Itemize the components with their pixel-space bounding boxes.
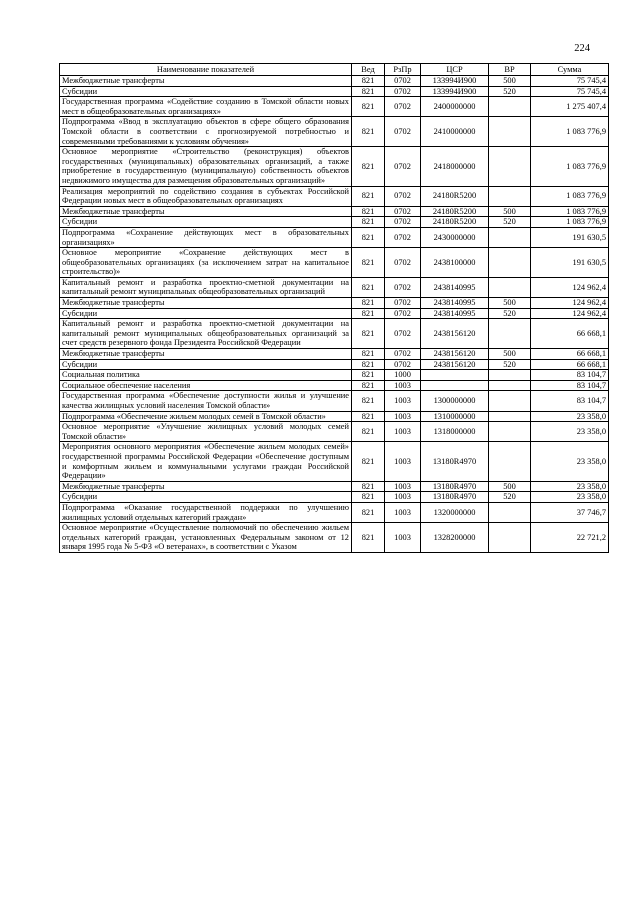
row-rzpr-cell: 0702 [385,359,421,370]
row-rzpr-cell: 0702 [385,86,421,97]
table-row [60,481,609,492]
row-csr-cell: 2438156120 [421,319,489,349]
row-vr-cell [489,370,531,381]
row-sum-cell: 75 745,4 [531,86,609,97]
row-ved-cell: 821 [352,298,385,309]
row-rzpr-cell: 1003 [385,380,421,391]
row-name-cell: Подпрограмма «Оказание государственной поддержки по улучшению жилищных условий отдельных категорий граждан» [60,502,352,522]
row-ved-cell: 821 [352,422,385,442]
row-csr-cell: 2418000000 [421,147,489,186]
row-sum-cell: 1 083 776,9 [531,147,609,186]
row-name-cell: Государственная программа «Содействие созданию в Томской области новых мест в общеобразовательных организациях» [60,97,352,117]
row-csr-cell: 2438156120 [421,349,489,360]
row-sum-cell: 1 083 776,9 [531,206,609,217]
row-sum-cell: 124 962,4 [531,308,609,319]
row-name-cell: Субсидии [60,217,352,228]
row-csr-cell: 1310000000 [421,411,489,422]
row-vr-cell [489,422,531,442]
row-sum-cell: 66 668,1 [531,359,609,370]
row-ved-cell: 821 [352,523,385,553]
row-rzpr-cell: 1000 [385,370,421,381]
row-rzpr-cell: 0702 [385,277,421,297]
row-ved-cell: 821 [352,217,385,228]
row-name-cell: Подпрограмма «Ввод в эксплуатацию объектов в сфере общего образования Томской области в соответствии с прогнозируемой потребностью и современными требованиями к условиям обучения» [60,117,352,147]
row-name-cell: Субсидии [60,308,352,319]
row-name-cell: Подпрограмма «Обеспечение жильем молодых семей в Томской области» [60,411,352,422]
row-name-cell: Межбюджетные трансферты [60,298,352,309]
row-csr-cell: 1328200000 [421,523,489,553]
row-name-cell: Основное мероприятие «Улучшение жилищных условий молодых семей Томской области» [60,422,352,442]
row-ved-cell: 821 [352,359,385,370]
row-sum-cell: 75 745,4 [531,76,609,87]
row-vr-cell [489,380,531,391]
row-ved-cell: 821 [352,277,385,297]
row-vr-cell [489,227,531,247]
row-vr-cell [489,147,531,186]
table-row [60,277,609,297]
row-sum-cell: 1 275 407,4 [531,97,609,117]
row-vr-cell: 520 [489,217,531,228]
row-csr-cell: 24180R5200 [421,186,489,206]
row-csr-cell: 2400000000 [421,97,489,117]
row-vr-cell [489,117,531,147]
row-rzpr-cell: 0702 [385,248,421,278]
row-sum-cell: 1 083 776,9 [531,217,609,228]
row-csr-cell: 13180R4970 [421,442,489,481]
row-ved-cell: 821 [352,442,385,481]
row-sum-cell: 23 358,0 [531,422,609,442]
row-rzpr-cell: 1003 [385,391,421,411]
table-row [60,359,609,370]
row-sum-cell: 23 358,0 [531,492,609,503]
row-csr-cell: 133994И900 [421,76,489,87]
table-row [60,217,609,228]
row-rzpr-cell: 1003 [385,523,421,553]
row-rzpr-cell: 1003 [385,411,421,422]
table-row [60,298,609,309]
table-row [60,117,609,147]
header-name: Наименование показателей [60,64,352,76]
header-vr: ВР [489,64,531,76]
row-vr-cell [489,97,531,117]
table-row [60,411,609,422]
row-rzpr-cell: 1003 [385,442,421,481]
table-row [60,523,609,553]
row-vr-cell [489,186,531,206]
row-vr-cell: 500 [489,481,531,492]
row-sum-cell: 1 083 776,9 [531,117,609,147]
row-name-cell: Мероприятия основного мероприятия «Обеспечение жильем молодых семей» государственной программы Российской Федерации «Обеспечение доступным и комфортным жильем и коммунальными услугами граждан Российской Федерации» [60,442,352,481]
table-row [60,227,609,247]
row-vr-cell: 500 [489,76,531,87]
row-csr-cell: 13180R4970 [421,481,489,492]
table-row [60,186,609,206]
row-rzpr-cell: 0702 [385,186,421,206]
row-ved-cell: 821 [352,76,385,87]
row-name-cell: Социальное обеспечение населения [60,380,352,391]
row-name-cell: Субсидии [60,86,352,97]
row-csr-cell: 1320000000 [421,502,489,522]
row-csr-cell: 2438100000 [421,248,489,278]
row-ved-cell: 821 [352,186,385,206]
row-rzpr-cell: 0702 [385,217,421,228]
row-vr-cell [489,277,531,297]
row-rzpr-cell: 0702 [385,206,421,217]
table-body [60,76,609,553]
table-row [60,319,609,349]
table-row [60,308,609,319]
row-name-cell: Основное мероприятие «Сохранение действующих мест в общеобразовательных организациях (за исключением затрат на капитальное строительство)» [60,248,352,278]
row-name-cell: Межбюджетные трансферты [60,206,352,217]
table-row [60,370,609,381]
row-vr-cell [489,442,531,481]
row-name-cell: Реализация мероприятий по содействию создания в субъектах Российской Федерации новых мест в общеобразовательных организациях [60,186,352,206]
row-sum-cell: 23 358,0 [531,481,609,492]
table-row [60,380,609,391]
row-sum-cell: 66 668,1 [531,319,609,349]
row-csr-cell: 2438140995 [421,277,489,297]
row-ved-cell: 821 [352,391,385,411]
row-rzpr-cell: 1003 [385,492,421,503]
row-name-cell: Капитальный ремонт и разработка проектно-сметной документации на капитальный ремонт муниципальных общеобразовательных организаций за счет средств резервного фонда Президента Российской Федерации [60,319,352,349]
row-sum-cell: 83 104,7 [531,370,609,381]
row-name-cell: Межбюджетные трансферты [60,76,352,87]
row-sum-cell: 1 083 776,9 [531,186,609,206]
page-number: 224 [574,43,590,54]
row-rzpr-cell: 0702 [385,76,421,87]
table-row [60,97,609,117]
row-name-cell: Межбюджетные трансферты [60,349,352,360]
header-csr: ЦСР [421,64,489,76]
table-row [60,86,609,97]
row-ved-cell: 821 [352,411,385,422]
row-ved-cell: 821 [352,380,385,391]
table-row [60,391,609,411]
row-rzpr-cell: 1003 [385,422,421,442]
row-rzpr-cell: 0702 [385,308,421,319]
row-vr-cell [489,523,531,553]
row-ved-cell: 821 [352,117,385,147]
row-sum-cell: 23 358,0 [531,442,609,481]
row-csr-cell: 13180R4970 [421,492,489,503]
row-csr-cell: 24180R5200 [421,217,489,228]
row-sum-cell: 83 104,7 [531,391,609,411]
row-rzpr-cell: 0702 [385,319,421,349]
row-ved-cell: 821 [352,349,385,360]
row-vr-cell [489,319,531,349]
row-rzpr-cell: 0702 [385,117,421,147]
row-sum-cell: 23 358,0 [531,411,609,422]
table-row [60,206,609,217]
table-row [60,349,609,360]
table-row [60,147,609,186]
row-csr-cell [421,370,489,381]
row-sum-cell: 22 721,2 [531,523,609,553]
row-ved-cell: 821 [352,227,385,247]
header-ved: Вед [352,64,385,76]
row-ved-cell: 821 [352,86,385,97]
row-vr-cell: 520 [489,308,531,319]
row-rzpr-cell: 0702 [385,298,421,309]
table-row [60,502,609,522]
row-sum-cell: 191 630,5 [531,227,609,247]
table-row [60,492,609,503]
row-name-cell: Основное мероприятие «Строительство (реконструкция) объектов государственных (муниципальных) образовательных организаций, а также приобретение в государственную (муниципальную) собственность объектов недвижимого имущества для размещения образовательных организаций» [60,147,352,186]
row-ved-cell: 821 [352,492,385,503]
row-ved-cell: 821 [352,319,385,349]
row-csr-cell: 2438140995 [421,298,489,309]
row-rzpr-cell: 0702 [385,97,421,117]
row-name-cell: Межбюджетные трансферты [60,481,352,492]
row-csr-cell: 24180R5200 [421,206,489,217]
row-sum-cell: 191 630,5 [531,248,609,278]
row-rzpr-cell: 1003 [385,481,421,492]
row-sum-cell: 124 962,4 [531,298,609,309]
row-vr-cell [489,502,531,522]
row-sum-cell: 66 668,1 [531,349,609,360]
row-vr-cell [489,248,531,278]
row-ved-cell: 821 [352,370,385,381]
table-header-row [60,64,609,76]
row-csr-cell: 2430000000 [421,227,489,247]
row-rzpr-cell: 1003 [385,502,421,522]
row-name-cell: Социальная политика [60,370,352,381]
row-vr-cell: 520 [489,359,531,370]
row-csr-cell: 1318000000 [421,422,489,442]
row-name-cell: Субсидии [60,492,352,503]
row-rzpr-cell: 0702 [385,227,421,247]
table-row [60,442,609,481]
row-name-cell: Капитальный ремонт и разработка проектно-сметной документации на капитальный ремонт муниципальных общеобразовательных организаций [60,277,352,297]
row-rzpr-cell: 0702 [385,349,421,360]
row-sum-cell: 37 746,7 [531,502,609,522]
row-sum-cell: 83 104,7 [531,380,609,391]
table-row [60,76,609,87]
row-ved-cell: 821 [352,97,385,117]
row-vr-cell: 520 [489,492,531,503]
row-ved-cell: 821 [352,206,385,217]
header-rzpr: РзПр [385,64,421,76]
header-sum: Сумма [531,64,609,76]
row-vr-cell: 500 [489,298,531,309]
row-csr-cell: 2438156120 [421,359,489,370]
row-csr-cell [421,380,489,391]
row-vr-cell: 500 [489,206,531,217]
row-vr-cell: 500 [489,349,531,360]
row-vr-cell [489,391,531,411]
row-csr-cell: 2410000000 [421,117,489,147]
row-csr-cell: 1300000000 [421,391,489,411]
row-name-cell: Подпрограмма «Сохранение действующих мест в образовательных организациях» [60,227,352,247]
row-ved-cell: 821 [352,308,385,319]
row-ved-cell: 821 [352,481,385,492]
row-ved-cell: 821 [352,147,385,186]
row-ved-cell: 821 [352,502,385,522]
row-csr-cell: 2438140995 [421,308,489,319]
row-ved-cell: 821 [352,248,385,278]
row-sum-cell: 124 962,4 [531,277,609,297]
row-rzpr-cell: 0702 [385,147,421,186]
table-row [60,422,609,442]
row-name-cell: Государственная программа «Обеспечение доступности жилья и улучшение качества жилищных условий населения Томской области» [60,391,352,411]
row-name-cell: Субсидии [60,359,352,370]
table-row [60,248,609,278]
row-csr-cell: 133994И900 [421,86,489,97]
row-name-cell: Основное мероприятие «Осуществление полномочий по обеспечению жильем отдельных категорий граждан, установленных Федеральным законом от 12 января 1995 года № 5-ФЗ «О ветеранах», в соответствии с Указом [60,523,352,553]
row-vr-cell [489,411,531,422]
budget-table [59,63,609,553]
row-vr-cell: 520 [489,86,531,97]
